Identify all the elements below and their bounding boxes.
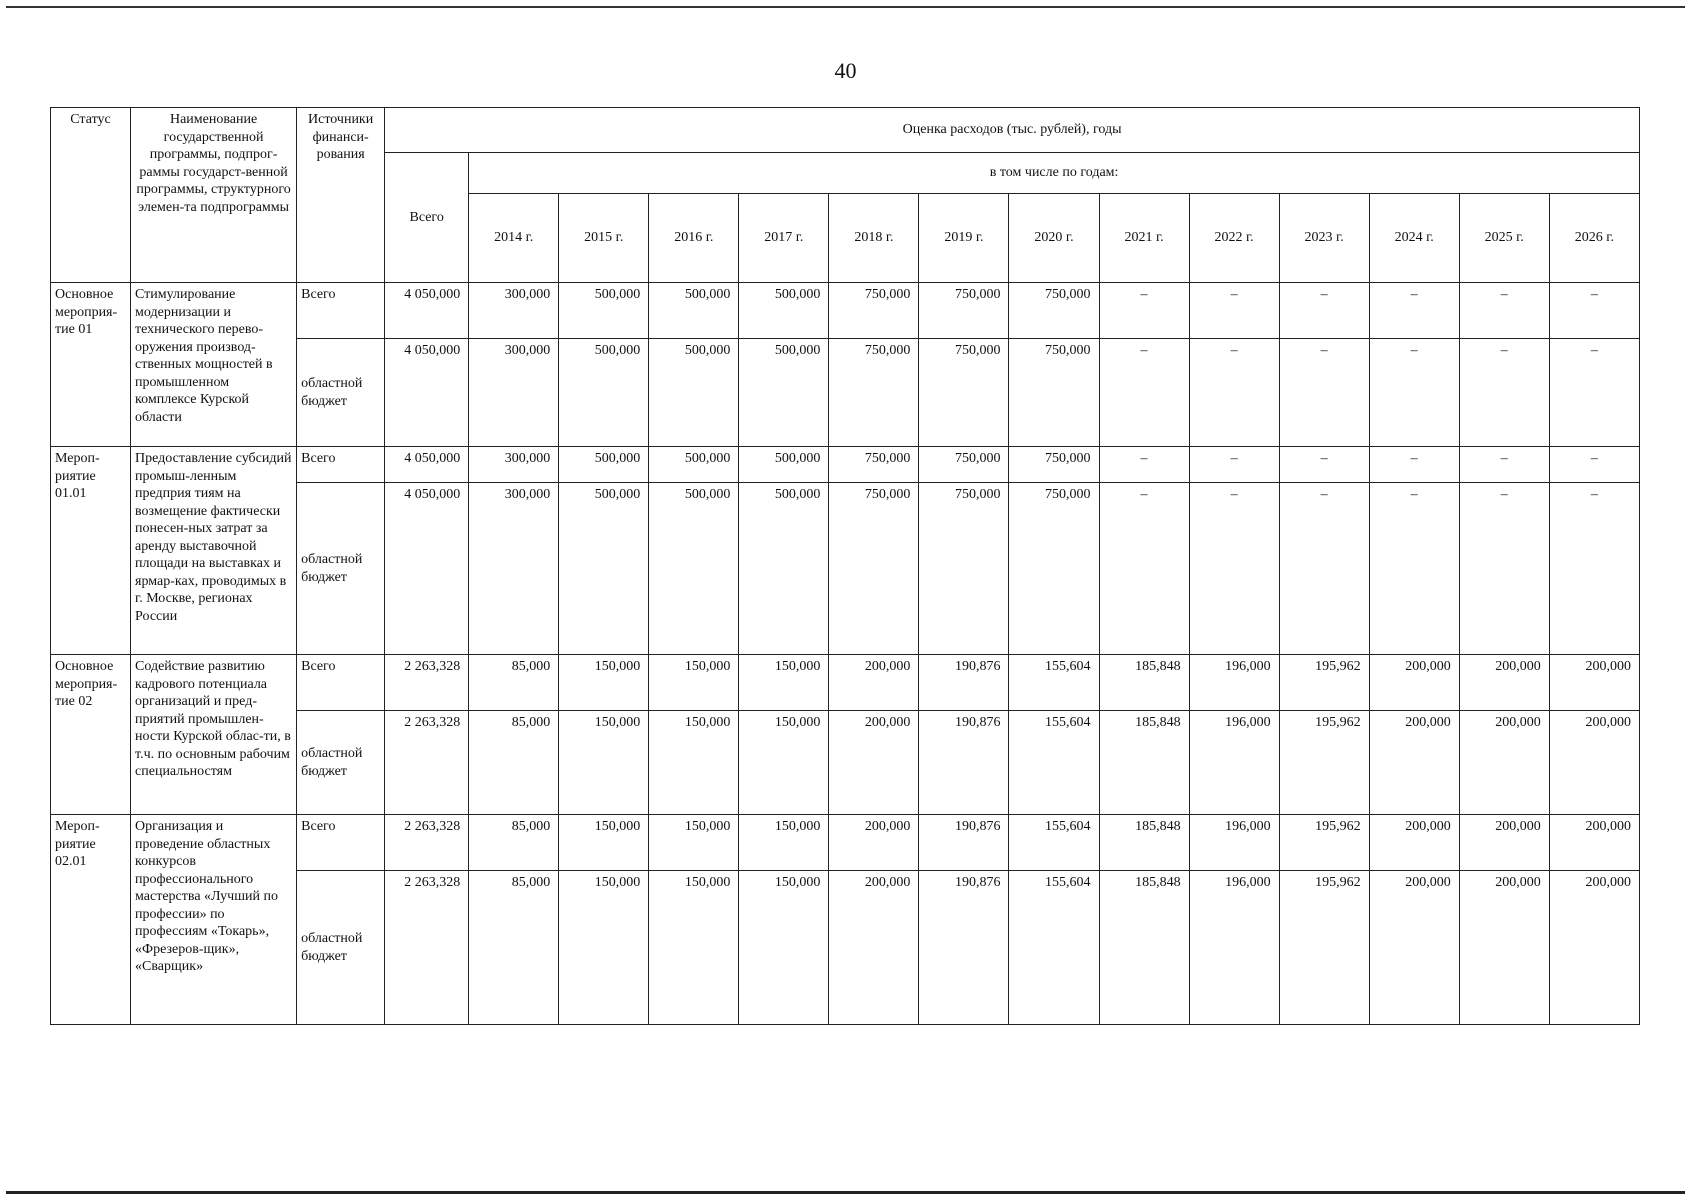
header-sources: Источники финанси-рования xyxy=(297,108,385,283)
status-cell: Мероп-риятие 01.01 xyxy=(51,447,131,655)
header-including: в том числе по годам: xyxy=(469,153,1640,194)
year-value-cell: 150,000 xyxy=(649,711,739,815)
source-cell: областной бюджет xyxy=(297,871,385,1025)
header-year: 2018 г. xyxy=(829,194,919,283)
year-value-cell: – xyxy=(1099,447,1189,483)
year-value-cell: 500,000 xyxy=(649,283,739,339)
header-year: 2019 г. xyxy=(919,194,1009,283)
table-row xyxy=(51,283,1640,339)
name-cell: Стимулирование модернизации и технического перево-оружения производ-ственных мощностей в промышленном комплексе Курской области xyxy=(131,283,297,447)
header-year: 2023 г. xyxy=(1279,194,1369,283)
year-value-cell: 195,962 xyxy=(1279,815,1369,871)
year-value-cell: 150,000 xyxy=(739,815,829,871)
year-value-cell: 190,876 xyxy=(919,711,1009,815)
year-value-cell: 150,000 xyxy=(739,871,829,1025)
header-name: Наименование государственной программы, подпрог-раммы государст-венной программы, структурного элемен-та подпрограммы xyxy=(131,108,297,283)
year-value-cell: – xyxy=(1189,483,1279,655)
source-cell: Всего xyxy=(297,655,385,711)
year-value-cell: 150,000 xyxy=(559,655,649,711)
year-value-cell: – xyxy=(1369,283,1459,339)
year-value-cell: 750,000 xyxy=(829,447,919,483)
year-value-cell: 85,000 xyxy=(469,815,559,871)
year-value-cell: 200,000 xyxy=(1549,871,1639,1025)
year-value-cell: 200,000 xyxy=(829,655,919,711)
year-value-cell: – xyxy=(1279,447,1369,483)
year-value-cell: 750,000 xyxy=(919,483,1009,655)
year-value-cell: – xyxy=(1459,447,1549,483)
year-value-cell: 155,604 xyxy=(1009,711,1099,815)
year-value-cell: 200,000 xyxy=(1369,711,1459,815)
year-value-cell: 500,000 xyxy=(559,339,649,447)
budget-table-wrapper xyxy=(50,107,1640,1025)
year-value-cell: – xyxy=(1549,283,1639,339)
year-value-cell: 150,000 xyxy=(649,815,739,871)
year-value-cell: – xyxy=(1549,447,1639,483)
year-value-cell: 150,000 xyxy=(739,655,829,711)
source-cell: Всего xyxy=(297,283,385,339)
table-row xyxy=(51,655,1640,711)
year-value-cell: 196,000 xyxy=(1189,711,1279,815)
year-value-cell: 195,962 xyxy=(1279,871,1369,1025)
header-year: 2015 г. xyxy=(559,194,649,283)
total-cell: 4 050,000 xyxy=(385,339,469,447)
year-value-cell: – xyxy=(1279,483,1369,655)
year-value-cell: 150,000 xyxy=(559,815,649,871)
year-value-cell: 750,000 xyxy=(1009,339,1099,447)
year-value-cell: 200,000 xyxy=(1369,655,1459,711)
year-value-cell: 196,000 xyxy=(1189,655,1279,711)
year-value-cell: 85,000 xyxy=(469,655,559,711)
year-value-cell: 750,000 xyxy=(829,339,919,447)
year-value-cell: 200,000 xyxy=(1459,711,1549,815)
table-body xyxy=(51,283,1640,1025)
year-value-cell: – xyxy=(1279,339,1369,447)
table-row xyxy=(51,815,1640,871)
year-value-cell: 500,000 xyxy=(739,447,829,483)
year-value-cell: 750,000 xyxy=(919,339,1009,447)
year-value-cell: 200,000 xyxy=(1459,815,1549,871)
year-value-cell: 85,000 xyxy=(469,871,559,1025)
year-value-cell: 750,000 xyxy=(1009,283,1099,339)
year-value-cell: 190,876 xyxy=(919,815,1009,871)
year-value-cell: – xyxy=(1549,339,1639,447)
year-value-cell: 195,962 xyxy=(1279,711,1369,815)
year-value-cell: 200,000 xyxy=(1549,711,1639,815)
table-row xyxy=(51,447,1640,483)
header-year: 2025 г. xyxy=(1459,194,1549,283)
year-value-cell: 750,000 xyxy=(1009,447,1099,483)
year-value-cell: 155,604 xyxy=(1009,655,1099,711)
year-value-cell: 85,000 xyxy=(469,711,559,815)
year-value-cell: 185,848 xyxy=(1099,711,1189,815)
name-cell: Содействие развитию кадрового потенциала организаций и пред-приятий промышлен-ности Курской облас-ти, в т.ч. по основным рабочим специальностям xyxy=(131,655,297,815)
year-value-cell: – xyxy=(1549,483,1639,655)
year-value-cell: 200,000 xyxy=(1459,871,1549,1025)
source-cell: областной бюджет xyxy=(297,483,385,655)
year-value-cell: 200,000 xyxy=(829,815,919,871)
year-value-cell: – xyxy=(1189,339,1279,447)
year-value-cell: 200,000 xyxy=(1549,815,1639,871)
source-cell: областной бюджет xyxy=(297,339,385,447)
year-value-cell: 196,000 xyxy=(1189,815,1279,871)
header-estimate: Оценка расходов (тыс. рублей), годы xyxy=(385,108,1640,153)
year-value-cell: 500,000 xyxy=(649,339,739,447)
year-value-cell: 500,000 xyxy=(739,483,829,655)
header-year: 2021 г. xyxy=(1099,194,1189,283)
year-value-cell: 750,000 xyxy=(829,483,919,655)
header-year: 2017 г. xyxy=(739,194,829,283)
year-value-cell: – xyxy=(1369,447,1459,483)
year-value-cell: – xyxy=(1189,447,1279,483)
year-value-cell: – xyxy=(1459,483,1549,655)
page-number: 40 xyxy=(834,58,857,83)
year-value-cell: 500,000 xyxy=(649,447,739,483)
year-value-cell: – xyxy=(1369,339,1459,447)
header-year: 2014 г. xyxy=(469,194,559,283)
year-value-cell: 200,000 xyxy=(829,871,919,1025)
header-year: 2020 г. xyxy=(1009,194,1099,283)
year-value-cell: 200,000 xyxy=(1369,871,1459,1025)
year-value-cell: 750,000 xyxy=(919,283,1009,339)
source-cell: Всего xyxy=(297,447,385,483)
total-cell: 4 050,000 xyxy=(385,283,469,339)
header-year: 2026 г. xyxy=(1549,194,1639,283)
year-value-cell: 300,000 xyxy=(469,483,559,655)
total-cell: 2 263,328 xyxy=(385,815,469,871)
name-cell: Предоставление субсидий промыш-ленным предприя тиям на возмещение фактически понесен-ных затрат за аренду выставочной площади на выставках и ярмар-ках, проводимых в г. Москве, регионах России xyxy=(131,447,297,655)
year-value-cell: 195,962 xyxy=(1279,655,1369,711)
year-value-cell: 500,000 xyxy=(559,283,649,339)
source-cell: областной бюджет xyxy=(297,711,385,815)
year-value-cell: 150,000 xyxy=(559,711,649,815)
year-value-cell: – xyxy=(1369,483,1459,655)
total-cell: 2 263,328 xyxy=(385,711,469,815)
total-cell: 2 263,328 xyxy=(385,655,469,711)
year-value-cell: 500,000 xyxy=(739,339,829,447)
total-cell: 4 050,000 xyxy=(385,447,469,483)
status-cell: Основное мероприя-тие 01 xyxy=(51,283,131,447)
year-value-cell: 750,000 xyxy=(919,447,1009,483)
header-total: Всего xyxy=(385,153,469,283)
year-value-cell: 200,000 xyxy=(1549,655,1639,711)
year-value-cell: 500,000 xyxy=(739,283,829,339)
year-value-cell: 150,000 xyxy=(739,711,829,815)
year-value-cell: 190,876 xyxy=(919,655,1009,711)
year-value-cell: 200,000 xyxy=(829,711,919,815)
year-value-cell: 150,000 xyxy=(649,871,739,1025)
year-value-cell: 500,000 xyxy=(559,447,649,483)
header-year: 2022 г. xyxy=(1189,194,1279,283)
year-value-cell: 155,604 xyxy=(1009,815,1099,871)
total-cell: 2 263,328 xyxy=(385,871,469,1025)
source-cell: Всего xyxy=(297,815,385,871)
year-value-cell: – xyxy=(1459,283,1549,339)
budget-table xyxy=(50,107,1640,1025)
total-cell: 4 050,000 xyxy=(385,483,469,655)
header-year: 2024 г. xyxy=(1369,194,1459,283)
name-cell: Организация и проведение областных конкурсов профессионального мастерства «Лучший по профессии» по профессиям «Токарь», «Фрезеров-щик», «Сварщик» xyxy=(131,815,297,1025)
year-value-cell: 750,000 xyxy=(1009,483,1099,655)
year-value-cell: 185,848 xyxy=(1099,815,1189,871)
status-cell: Мероп-риятие 02.01 xyxy=(51,815,131,1025)
year-value-cell: – xyxy=(1099,283,1189,339)
year-value-cell: 200,000 xyxy=(1459,655,1549,711)
year-value-cell: 500,000 xyxy=(559,483,649,655)
header-status: Статус xyxy=(51,108,131,283)
year-value-cell: 500,000 xyxy=(649,483,739,655)
year-value-cell: 300,000 xyxy=(469,283,559,339)
year-value-cell: 150,000 xyxy=(559,871,649,1025)
year-value-cell: – xyxy=(1099,339,1189,447)
year-value-cell: 200,000 xyxy=(1369,815,1459,871)
year-value-cell: 750,000 xyxy=(829,283,919,339)
header-year: 2016 г. xyxy=(649,194,739,283)
year-value-cell: – xyxy=(1099,483,1189,655)
year-value-cell: 190,876 xyxy=(919,871,1009,1025)
status-cell: Основное мероприя-тие 02 xyxy=(51,655,131,815)
year-value-cell: 155,604 xyxy=(1009,871,1099,1025)
year-value-cell: – xyxy=(1459,339,1549,447)
year-value-cell: 300,000 xyxy=(469,339,559,447)
year-value-cell: 150,000 xyxy=(649,655,739,711)
year-value-cell: 300,000 xyxy=(469,447,559,483)
year-value-cell: 196,000 xyxy=(1189,871,1279,1025)
year-value-cell: 185,848 xyxy=(1099,871,1189,1025)
year-value-cell: – xyxy=(1279,283,1369,339)
year-value-cell: – xyxy=(1189,283,1279,339)
year-value-cell: 185,848 xyxy=(1099,655,1189,711)
